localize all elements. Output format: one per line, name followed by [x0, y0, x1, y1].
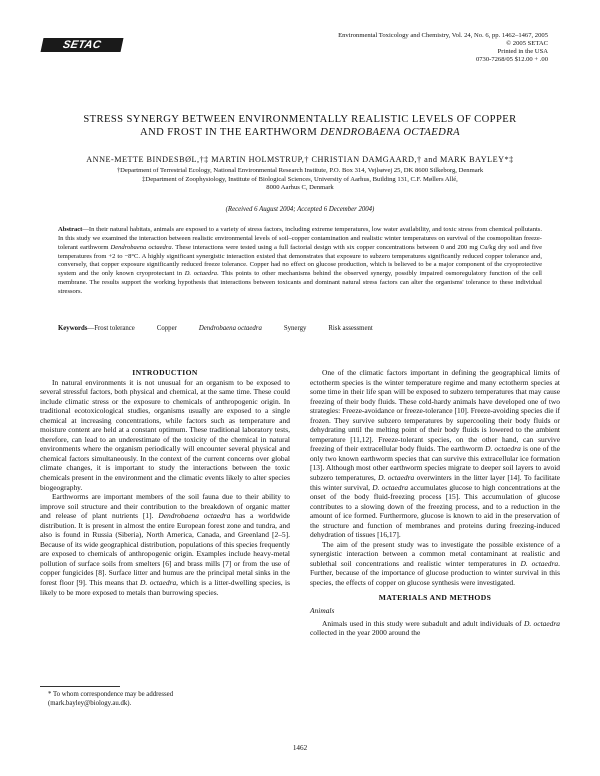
abstract-species-2: D. octaedra [184, 270, 218, 278]
right-p1-text-a: One of the climatic factors important in defining the geographical limits of ectotherm species is the winter temperature regime and many ectotherm species at some time in their life span will be exposed to subzero temperatures that may cause freezing of their body fluids. These cold-hardy animals have developed one of two strategies: Freeze-avoidance or freeze-tolerance [10]. Freeze-avoiding species die if frozen. They survive subzero temperatures by supercooling their body fluids or dehydrating until the melting point of their body fluids is lowered to the ambient temperature [11,12]. Freeze-tolerant species, on the other hand, can survive freezing of their extracellular body fluids. The earthworm [310, 368, 560, 454]
left-column [40, 368, 290, 597]
keyword: Synergy [283, 325, 307, 332]
intro-p2-text-c: , which is a litter-dwelling species, is likely to be more exposed to metals than burrowing species. [40, 578, 291, 597]
journal-issn: 0730-7268/05 $12.00 + .00 [475, 56, 548, 63]
intro-p2-species: Dendrobaena octaedra [158, 511, 231, 521]
abstract-text-2: . These interactions were tested using a full factorial design with six copper concentrations between 0 and 200 mg Cu/kg dry soil and five temperatures from +2 to −8°C. A highly significant synergistic interaction existed that demonstrates that exposure to subzero temperatures significantly reduced copper tolerance and, conversely, that copper exposure significantly reduced freeze tolerance. Copper had no effect on glucose production, which is believed to be a major component of the cryoprotective system and the only known cryoprotectant in [58, 243, 542, 278]
affiliation-1: †Department of Terrestrial Ecology, National Environmental Research Institute, P.O. Box 314, Vejlsøvej 25, DK 8600 Silkeborg, Denmark [116, 167, 484, 174]
abstract-label: Abstract [58, 226, 83, 233]
right-paragraph-1 [310, 368, 560, 540]
setac-press-logo: SETAC PRESS [41, 38, 124, 52]
title-line-2-text: AND FROST IN THE EARTHWORM [140, 127, 321, 138]
journal-citation: Environmental Toxicology and Chemistry, Vol. 24, No. 6, pp. 1462–1467, 2005 [338, 32, 548, 39]
right-p1-text-c: overwinters in the litter layer [14]. To facilitate this winter survival, [310, 473, 560, 492]
right-p1-species-3: D. octaedra [372, 482, 409, 492]
affiliations [40, 167, 560, 193]
right-paragraph-3 [310, 619, 560, 638]
right-p1-species: D. octaedra [485, 444, 521, 454]
affiliation-2: ‡Department of Zoophysiology, Institute of Biological Sciences, University of Aarhus, Building 131, C.F. Møllers Allé, [142, 175, 458, 183]
footnote-line-1: * To whom correspondence may be addressed [48, 691, 174, 698]
right-p3-text-a: Animals used in this study were subadult and adult individuals of [322, 618, 524, 628]
right-p1-text-d: accumulates glucose to high concentrations at the onset of the body fluid-freezing process [15]. This accumulation of glucose contributes to a slowing down of the freezing process, and to a reduction in the amount of ice formed. Furthermore, glucose is known to aid in the preservation of the structure and function of membranes and proteins during freezing-induced dehydration of tissues [16,17]. [310, 482, 560, 540]
author-list: ANNE-METTE BINDESBØL,†‡ MARTIN HOLMSTRUP,† CHRISTIAN DAMGAARD,† and MARK BAYLEY*‡ [86, 155, 514, 164]
right-p2-text-b: . Further, because of the importance of glucose production to winter survival in this species, the effects of copper on glucose synthesis were investigated. [310, 558, 560, 588]
received-dates: (Received 6 August 2004; Accepted 6 December 2004) [225, 206, 375, 213]
footnote-rule [40, 686, 120, 687]
right-column [310, 368, 560, 638]
right-p3-species: D. octaedra [523, 618, 560, 628]
journal-printed: Printed in the USA [497, 48, 548, 55]
affiliation-3: 8000 Aarhus C, Denmark [266, 184, 334, 192]
intro-p2-text-a: Earthworms are important members of the soil fauna due to their ability to improve soil structure and their contribution to the breakdown of organic matter and release of plant nutrients [1]. [40, 492, 290, 521]
right-p2-species: D. octaedra [520, 558, 559, 568]
keyword: Copper [156, 325, 177, 332]
animals-subheading: Animals [310, 606, 335, 616]
title-line-2 [40, 126, 560, 139]
intro-p2-species-2: D. octaedra [140, 578, 177, 588]
correspondence-footnote [40, 686, 290, 708]
intro-heading: INTRODUCTION [132, 368, 198, 377]
keywords [58, 325, 542, 332]
title-line-1: STRESS SYNERGY BETWEEN ENVIRONMENTALLY REALISTIC LEVELS OF COPPER [83, 114, 517, 125]
paper-title [40, 113, 560, 139]
right-paragraph-2 [310, 540, 560, 588]
intro-paragraph-1: In natural environments it is not unusual for an organism to be exposed to several stressful factors, both physical and chemical, at the same time. These could include climatic stress or the exposure to chemicals of anthropogenic origin. In traditional ecotoxicological studies, organisms usually are exposed to a single chemical at increasing concentrations, while factors such as temperature and moisture content are held at a constant optimum. These traditional laboratory tests, therefore, can lead to an underestimate of the toxicity of the chemical in natural environments where the organism periodically will encounter several physical and chemical factors simultaneously. In the context of the current concerns over global climate changes, it is important to study the interactions between the toxic chemicals present in the environment and the climatic events likely to alter species biogeography. [40, 377, 290, 492]
keyword: Dendrobaena octaedra [198, 325, 262, 332]
keywords-label: Keywords [58, 325, 88, 332]
right-p1-species-2: D. octaedra [378, 473, 415, 483]
keyword: —Frost tolerance [87, 325, 135, 332]
abstract-text-3: . This points to other mechanisms behind the observed synergy, possibly impaired osmoregulatory function of the cell membrane. The results support the working hypothesis that interactions between toxicants and dominant natural stress factors can alter the organisms' tolerance to these individual stressors. [58, 270, 542, 295]
methods-heading: MATERIALS AND METHODS [378, 592, 492, 602]
intro-p2-text-b: has a worldwide distribution. It is present in almost the entire European forest zone and tundra, and also is found in Russia (Siberia), North America, Canada, and Greenland [2–5]. Because of its wide geographical distribution, populations of this species frequently are exposed to chemicals of anthropogenic origin. Examples include heavy-metal pollution of surface soils from smelters [6] and brass mills [7] or from the use of copper fungicides [8]. Surface litter and humus are the principal metal sinks in the forest floor [9]. This means that [40, 511, 290, 588]
journal-copyright: © 2005 SETAC [506, 40, 548, 47]
right-p2-text-a: The aim of the present study was to investigate the possible existence of a synergistic interaction between a common metal contaminant at realistic and sublethal soil concentrations and realistic winter temperatures in [310, 539, 560, 568]
footnote-line-2: (mark.bayley@biology.au.dk). [48, 699, 132, 707]
journal-header [248, 32, 548, 64]
abstract [58, 226, 542, 297]
abstract-text-1: —In their natural habitats, animals are exposed to a variety of stress factors, including extreme temperatures, low water availability, and toxic stress from chemical pollutants. In this study we examined the interaction between realistic environmental levels of soil–copper contamination and realistic winter temperatures on survival of the cosmopolitan freeze-tolerant earthworm [58, 226, 542, 251]
abstract-species-1: Dendrobaena octaedra [110, 243, 172, 251]
page-number: 1462 [292, 744, 308, 752]
keyword: Risk assessment [328, 325, 373, 332]
right-p3-text-b: collected in the year 2000 around the [310, 628, 421, 638]
right-p1-text-b: is one of the only two known earthworm species that can survive this extracellular ice formation [13]. Although most other earthworm species migrate to deeper soil layers to avoid subzero temperatures, [310, 444, 561, 483]
title-species: DENDROBAENA OCTAEDRA [320, 127, 460, 138]
intro-paragraph-2 [40, 492, 290, 597]
